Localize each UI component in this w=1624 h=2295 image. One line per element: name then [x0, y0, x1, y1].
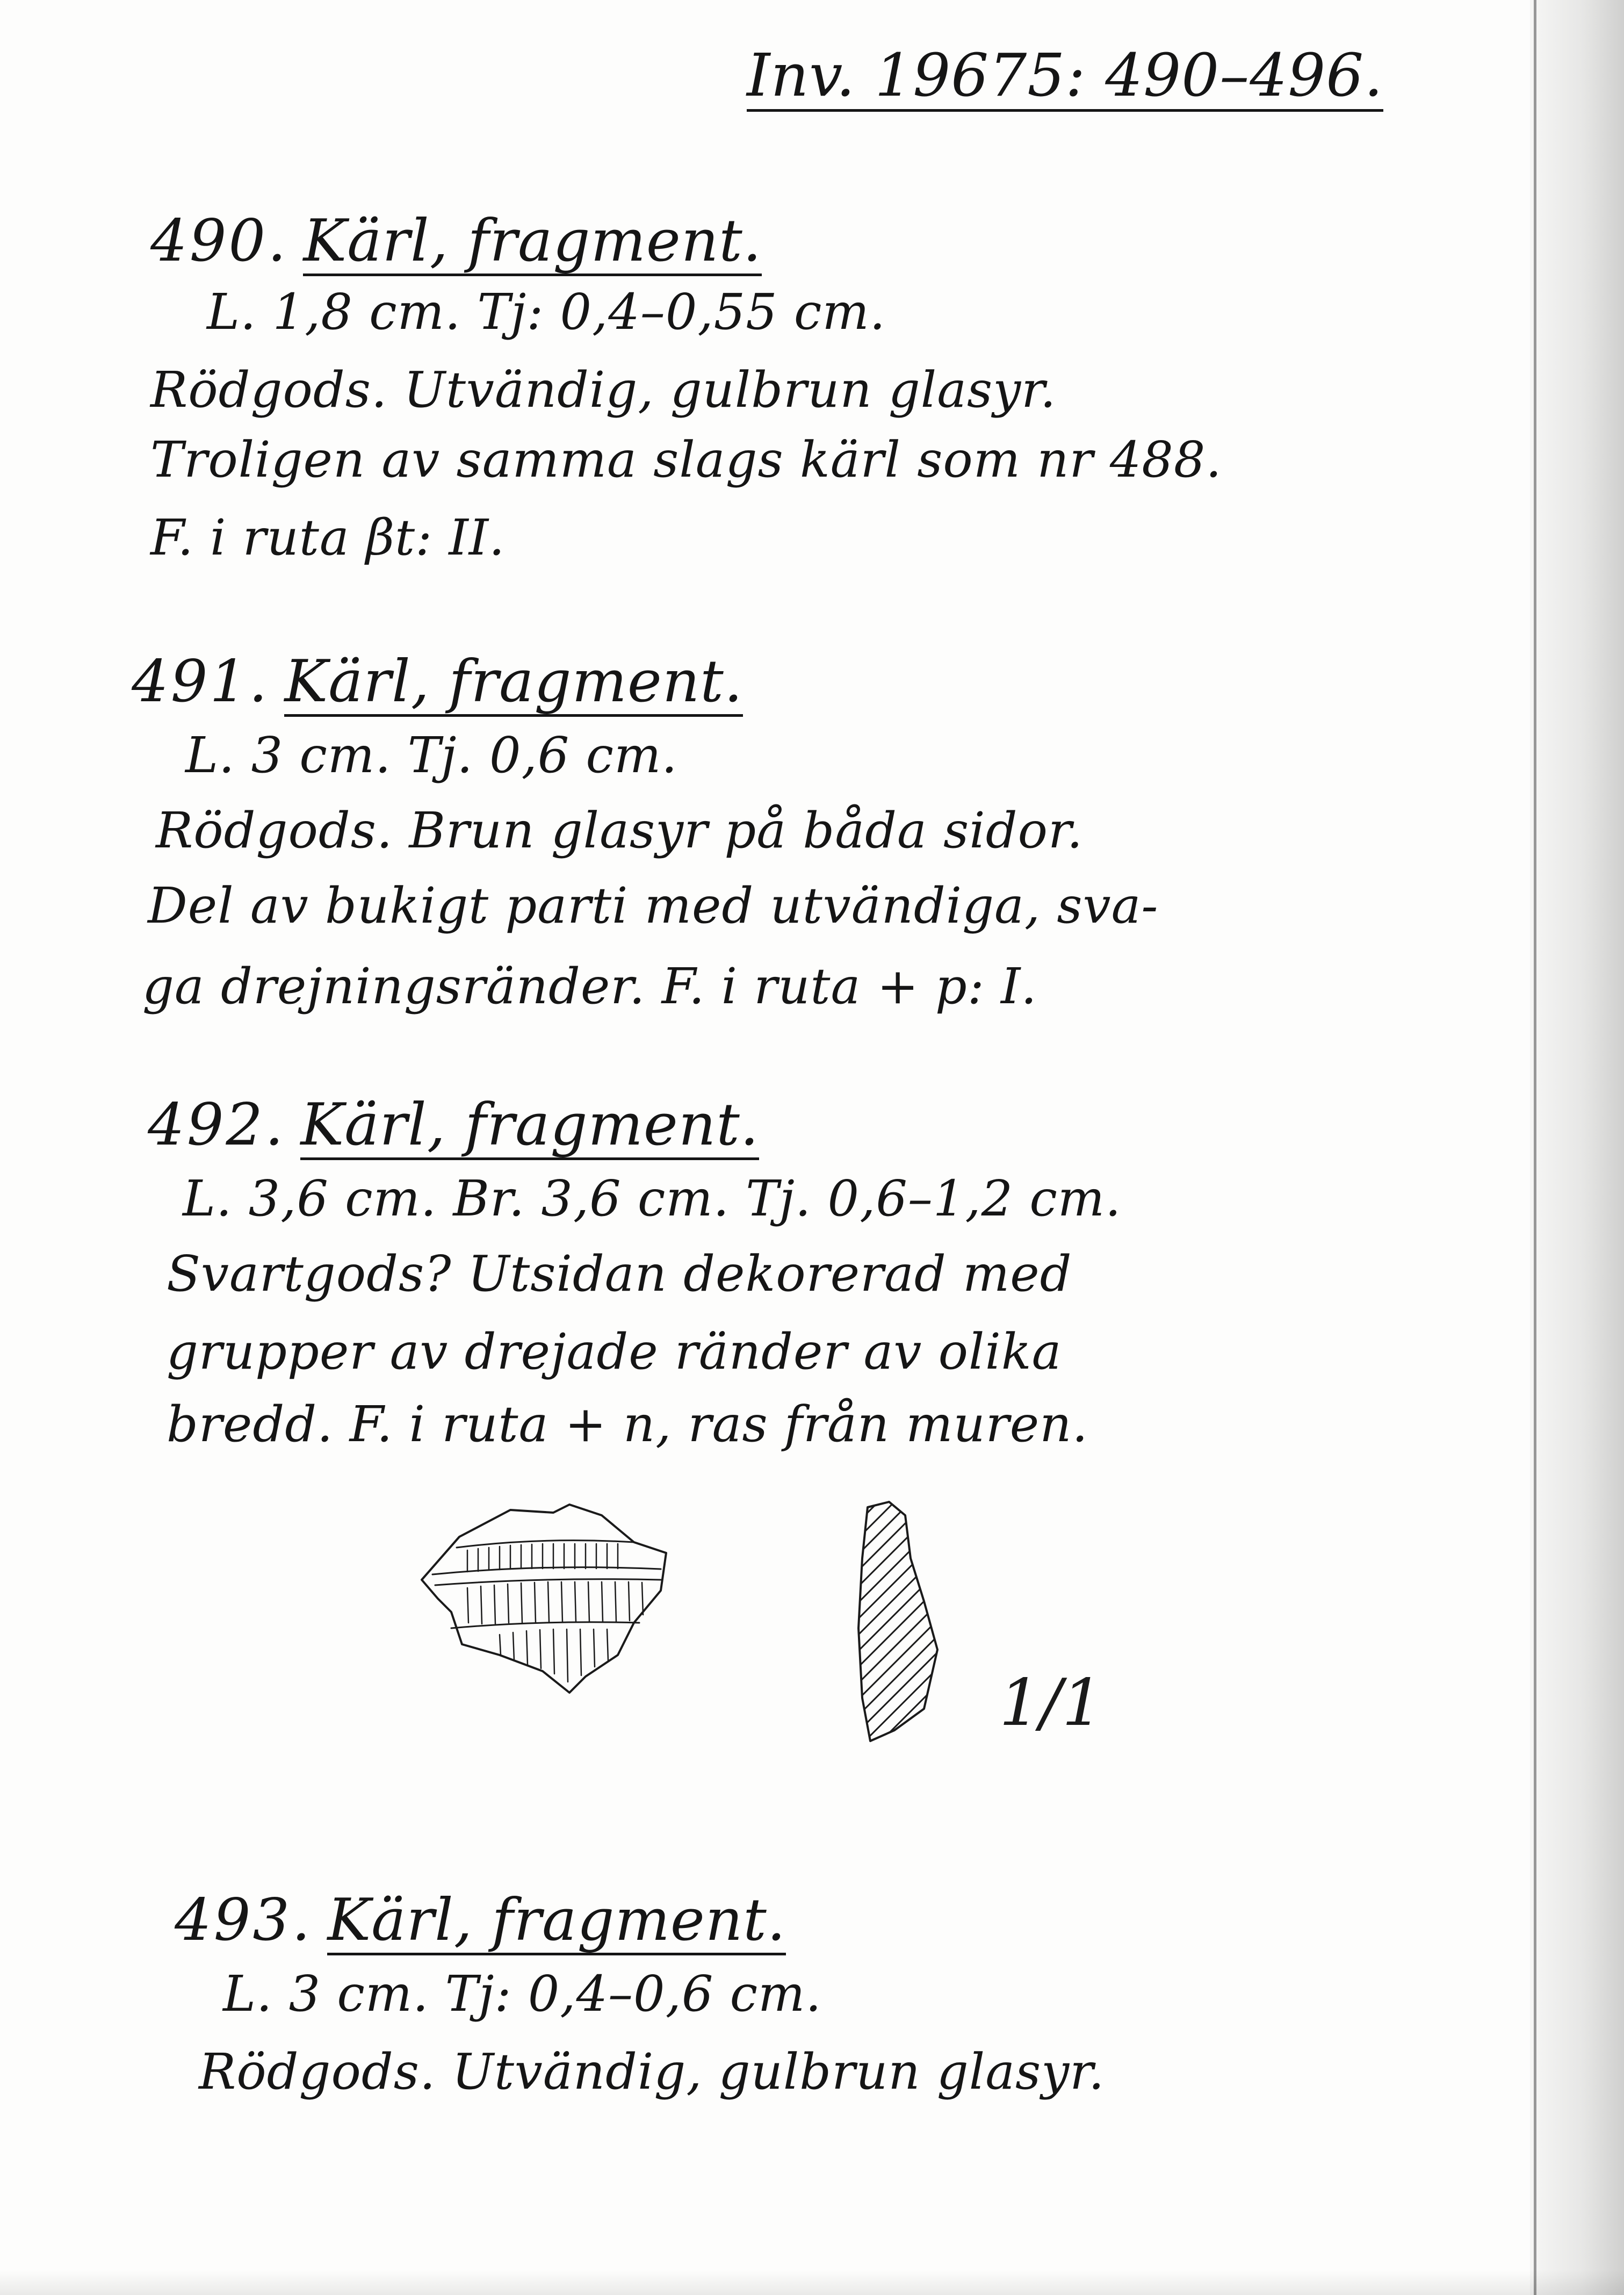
- entry-491-line-4: ga drejningsränder. F. i ruta + p: I.: [142, 958, 1037, 1015]
- entry-493-line-1: L. 3 cm. Tj: 0,4–0,6 cm.: [223, 1965, 822, 2023]
- entry-493-line-2: Rödgods. Utvändig, gulbrun glasyr.: [199, 2043, 1105, 2100]
- entry-492-line-1: L. 3,6 cm. Br. 3,6 cm. Tj. 0,6–1,2 cm.: [183, 1170, 1122, 1227]
- binding-edge: [1530, 0, 1624, 2295]
- binding-line: [1534, 0, 1536, 2295]
- entry-491-line-2: Rödgods. Brun glasyr på båda sidor.: [156, 802, 1084, 859]
- inventory-header: Inv. 19675: 490–496.: [747, 46, 1383, 112]
- entry-490-heading: [150, 207, 762, 276]
- entry-492-line-3: grupper av drejade ränder av olika: [167, 1323, 1062, 1380]
- entry-title: Kärl, fragment.: [303, 212, 762, 276]
- sherd-drawing: [408, 1494, 1103, 1795]
- entry-492-line-4: bredd. F. i ruta + n, ras från muren.: [167, 1395, 1088, 1453]
- entry-491-line-3: Del av bukigt parti med utvändiga, sva-: [148, 877, 1159, 934]
- entry-number: 492.: [148, 1091, 286, 1159]
- page-bottom-shade: [0, 2270, 1624, 2295]
- entry-number: 490.: [150, 207, 288, 275]
- entry-title: Kärl, fragment.: [300, 1096, 759, 1160]
- entry-491-line-1: L. 3 cm. Tj. 0,6 cm.: [185, 726, 678, 784]
- entry-492-line-2: Svartgods? Utsidan dekorerad med: [167, 1245, 1072, 1303]
- entry-490-line-2: Rödgods. Utvändig, gulbrun glasyr.: [150, 361, 1057, 419]
- entry-490-line-1: L. 1,8 cm. Tj: 0,4–0,55 cm.: [207, 283, 886, 341]
- entry-number: 491.: [132, 648, 270, 715]
- scale-label: 1/1: [999, 1666, 1103, 1740]
- entry-490-line-4: F. i ruta βt: II.: [150, 509, 506, 566]
- profile-section: [858, 1502, 937, 1741]
- entry-493-heading: [175, 1887, 786, 1955]
- entry-491-heading: [132, 648, 744, 717]
- entry-490-line-3: Troligen av samma slags kärl som nr 488.: [150, 431, 1222, 488]
- entry-492-heading: [148, 1091, 760, 1160]
- rib-line: [451, 1622, 639, 1628]
- entry-number: 493.: [175, 1887, 313, 1954]
- entry-title: Kärl, fragment.: [327, 1891, 786, 1955]
- entry-title: Kärl, fragment.: [284, 653, 743, 717]
